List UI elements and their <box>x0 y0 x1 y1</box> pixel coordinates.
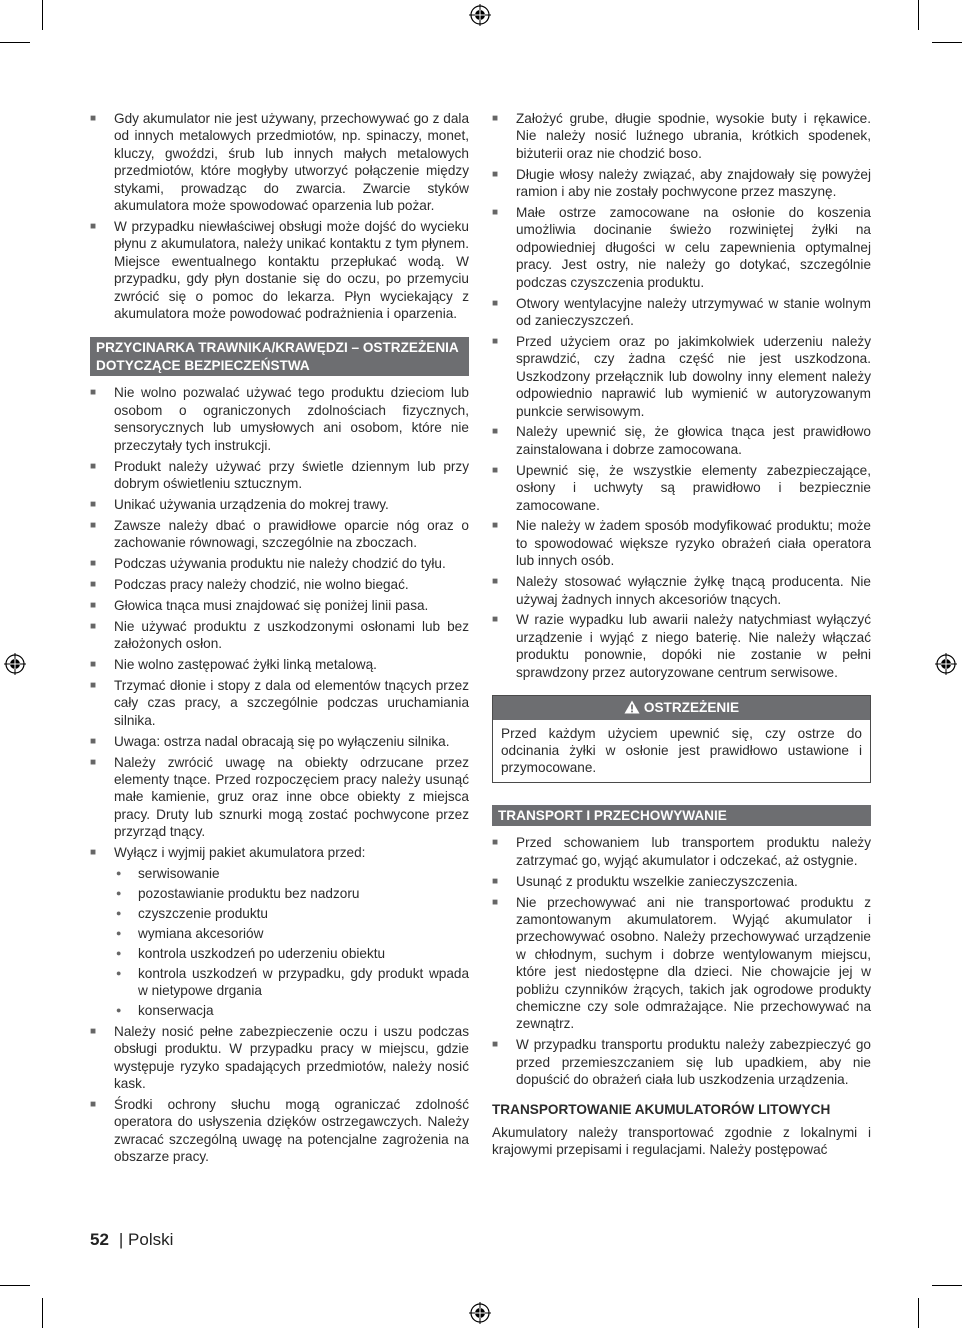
warning-box <box>492 695 871 783</box>
list-item: ■ Przed schowaniem lub transportem produktu należy zatrzymać go, wyjąć akumulator i odczekać, aż ostygnie. <box>492 834 871 869</box>
sub-list-item: ● czyszczenie produktu <box>114 905 469 922</box>
list-item: ■ Podczas pracy należy chodzić, nie wolno biegać. <box>90 576 469 593</box>
right-column <box>492 110 871 1158</box>
sub-list-item: ● konserwacja <box>114 1002 469 1019</box>
sub-list-item: ● kontrola uszkodzeń w przypadku, gdy produkt wpada w nietypowe drgania <box>114 965 469 1000</box>
crop-mark <box>918 0 919 30</box>
registration-mark-icon <box>935 653 957 675</box>
lithium-heading: TRANSPORTOWANIE AKUMULATORÓW LITOWYCH <box>492 1101 831 1117</box>
transport-list <box>492 834 871 1088</box>
list-item: ■ Podczas używania produktu nie należy chodzić do tyłu. <box>90 555 469 572</box>
warning-title: OSTRZEŻENIE <box>643 700 740 716</box>
footer-language: | Polski <box>118 1230 174 1249</box>
remove-battery-intro: Wyłącz i wyjmij pakiet akumulatora przed: <box>114 845 366 861</box>
sub-list-item: ● wymiana akcesoriów <box>114 925 469 942</box>
warning-text: Przed każdym użyciem upewnić się, czy ostrze do odcinania żyłki w osłonie jest prawidłowo ustawione i przymocowane. <box>501 725 862 776</box>
registration-mark-icon <box>4 653 26 675</box>
list-item: ■ W przypadku niewłaściwej obsługi może dojść do wycieku płynu z akumulatora, należy unikać kontaktu z tym płynem. Miejsce ewentualnego kontaktu przepłukać wodą. W przypadku, gdy płyn dostanie się do oczu, po przemyciu zwrócić się o pomoc do lekarza. Płyn wyciekający z akumulatora może powodować podrażnienia i oparzenia. <box>90 218 469 322</box>
warning-header <box>493 696 870 720</box>
crop-mark <box>918 1298 919 1328</box>
list-item: ■ Należy nosić pełne zabezpieczenie oczu i uszu podczas obsługi produktu. W przypadku pracy w miejscu, gdzie występuje ryzyko spadających przedmiotów, należy nosić kask. <box>90 1023 469 1093</box>
section-heading-transport: TRANSPORT I PRZECHOWYWANIE <box>492 805 871 827</box>
list-item: ■ Nie należy w żadem sposób modyfikować produktu; może to spowodować większe ryzyko obrażeń ciała operatora lub innych osób. <box>492 517 871 569</box>
list-item: ■ Założyć grube, długie spodnie, wysokie buty i rękawice. Nie należy nosić luźnego ubrania, krótkich spodenek, biżuterii oraz nie chodzić boso. <box>492 110 871 162</box>
list-item: ■ Należy zwrócić uwagę na obiekty odrzucane przez elementy tnące. Przed rozpoczęciem pracy należy usunąć małe kamienie, gruz oraz inne obce obiekty z miejsca pracy. Druty lub sznurki mogą zostać pochwycone przez przyrząd tnący. <box>90 754 469 841</box>
left-column <box>90 110 469 1169</box>
list-item: ■ Gdy akumulator nie jest używany, przechowywać go z dala od innych metalowych przedmiotów, np. spinaczy, monet, kluczy, gwoździ, śrub lub innych małych metalowych przedmiotów, które mogłyby utworzyć połączenie między stykami, prowadząc do zwarcia. Zwarcie styków akumulatora może spowodować oparzenia lub pożar. <box>90 110 469 214</box>
remove-battery-sublist <box>114 865 469 1020</box>
crop-mark <box>932 42 962 43</box>
list-item: ■ Uwaga: ostrza nadal obracają się po wyłączeniu silnika. <box>90 733 469 750</box>
crop-mark <box>42 1298 43 1328</box>
safety-list-continued <box>492 110 871 681</box>
crop-mark <box>0 42 30 43</box>
list-item: ■ Nie wolno pozwalać używać tego produktu dzieciom lub osobom o ograniczonych zdolnościach fizycznych, sensorycznych lub umysłowych ani osobom, które nie przeczytały tych instrukcji. <box>90 384 469 454</box>
section-heading-safety: PRZYCINARKA TRAWNIKA/KRAWĘDZI – OSTRZEŻENIA DOTYCZĄCE BEZPIECZEŃSTWA <box>90 337 469 376</box>
list-item: ■ Nie używać produktu z uszkodzonymi osłonami lub bez założonych osłon. <box>90 618 469 653</box>
list-item: ■ Zawsze należy dbać o prawidłowe oparcie nóg oraz o zachowanie równowagi, szczególnie na zboczach. <box>90 517 469 552</box>
list-item: ■ Otwory wentylacyjne należy utrzymywać w stanie wolnym od zanieczyszczeń. <box>492 295 871 330</box>
sub-list-item: ● serwisowanie <box>114 865 469 882</box>
list-item: ■ Trzymać dłonie i stopy z dala od elementów tnących przez cały czas pracy, a szczególnie podczas uruchamiania silnika. <box>90 677 469 729</box>
registration-mark-icon <box>469 4 491 26</box>
list-item: ■ Unikać używania urządzenia do mokrej trawy. <box>90 496 469 513</box>
list-item: ■ Małe ostrze zamocowane na osłonie do koszenia umożliwia docinanie świeżo rozwiniętej żyłki na odpowiedniej długości w celu zapewnienia optymalnej pracy. Jest ostry, nie należy go dotykać, szczególnie podczas czyszczenia produktu. <box>492 204 871 291</box>
registration-mark-icon <box>469 1302 491 1324</box>
list-item: ■ Należy stosować wyłącznie żyłkę tnącą producenta. Nie używaj żadnych innych akcesoriów tnących. <box>492 573 871 608</box>
list-item-remove-battery <box>90 844 469 1019</box>
list-item: ■ Usunąć z produktu wszelkie zanieczyszczenia. <box>492 873 871 890</box>
list-item: ■ Należy upewnić się, że głowica tnąca jest prawidłowo zainstalowana i dobrze zamocowana. <box>492 423 871 458</box>
sub-list-item: ● kontrola uszkodzeń po uderzeniu obiektu <box>114 945 469 962</box>
list-item: ■ Głowica tnąca musi znajdować się poniżej linii pasa. <box>90 597 469 614</box>
list-item: ■ Środki ochrony słuchu mogą ograniczać zdolność operatora do usłyszenia dzięków ostrzegawczych. Należy zwracać szczególną uwagę na potencjalne zagrożenia na obszarze pracy. <box>90 1096 469 1166</box>
safety-list <box>90 384 469 1165</box>
list-item: ■ Produkt należy używać przy świetle dziennym lub przy dobrym oświetleniu sztucznym. <box>90 458 469 493</box>
crop-mark <box>42 0 43 30</box>
list-item: ■ Nie wolno zastępować żyłki linką metalową. <box>90 656 469 673</box>
warning-triangle-icon <box>624 700 640 714</box>
crop-mark <box>932 1285 962 1286</box>
page-number: 52 <box>90 1230 109 1249</box>
list-item: ■ Nie przechowywać ani nie transportować produktu z zamontowanym akumulatorem. Wyjąć akumulator i przechowywać osobno. Należy przechowywać urządzenie w chłodnym, suchym i dobrze wentylowanym miejscu, które jest niedostępne dla dzieci. Nie chowajcie jej w pobliżu czynników żrących, takich jak ogrodowe produkty chemiczne czy sole odmrażające. Nie przechowywać na zewnątrz. <box>492 894 871 1033</box>
battery-storage-list <box>90 110 469 322</box>
lithium-text: Akumulatory należy transportować zgodnie z lokalnymi i krajowymi przepisami i regulacjami. Należy postępować <box>492 1124 871 1157</box>
list-item: ■ Długie włosy należy związać, aby znajdowały się powyżej ramion i aby nie zostały pochwycone przez maszynę. <box>492 166 871 201</box>
list-item: ■ W przypadku transportu produktu należy zabezpieczyć go przed przemieszczaniem się lub upadkiem, aby nie dopuścić do obrażeń ciała lub uszkodzenia urządzenia. <box>492 1036 871 1088</box>
page-footer <box>90 1230 173 1250</box>
list-item: ■ Upewnić się, że wszystkie elementy zabezpieczające, osłony i uchwyty są prawidłowo i bezpiecznie zamocowane. <box>492 462 871 514</box>
sub-list-item: ● pozostawianie produktu bez nadzoru <box>114 885 469 902</box>
list-item: ■ Przed użyciem oraz po jakimkolwiek uderzeniu należy sprawdzić, czy żadna część nie jest uszkodzona. Uszkodzony przełącznik lub dowolny inny element należy odpowiednio naprawić lub wymienić w autoryzowanym punkcie serwisowym. <box>492 333 871 420</box>
list-item: ■ W razie wypadku lub awarii należy natychmiast wyłączyć urządzenie i wyjąć z niego baterię. Nie należy włączać produktu ponownie, dopóki nie zostanie w pełni sprawdzony przez autoryzowane centrum serwisowe. <box>492 611 871 681</box>
crop-mark <box>0 1285 30 1286</box>
